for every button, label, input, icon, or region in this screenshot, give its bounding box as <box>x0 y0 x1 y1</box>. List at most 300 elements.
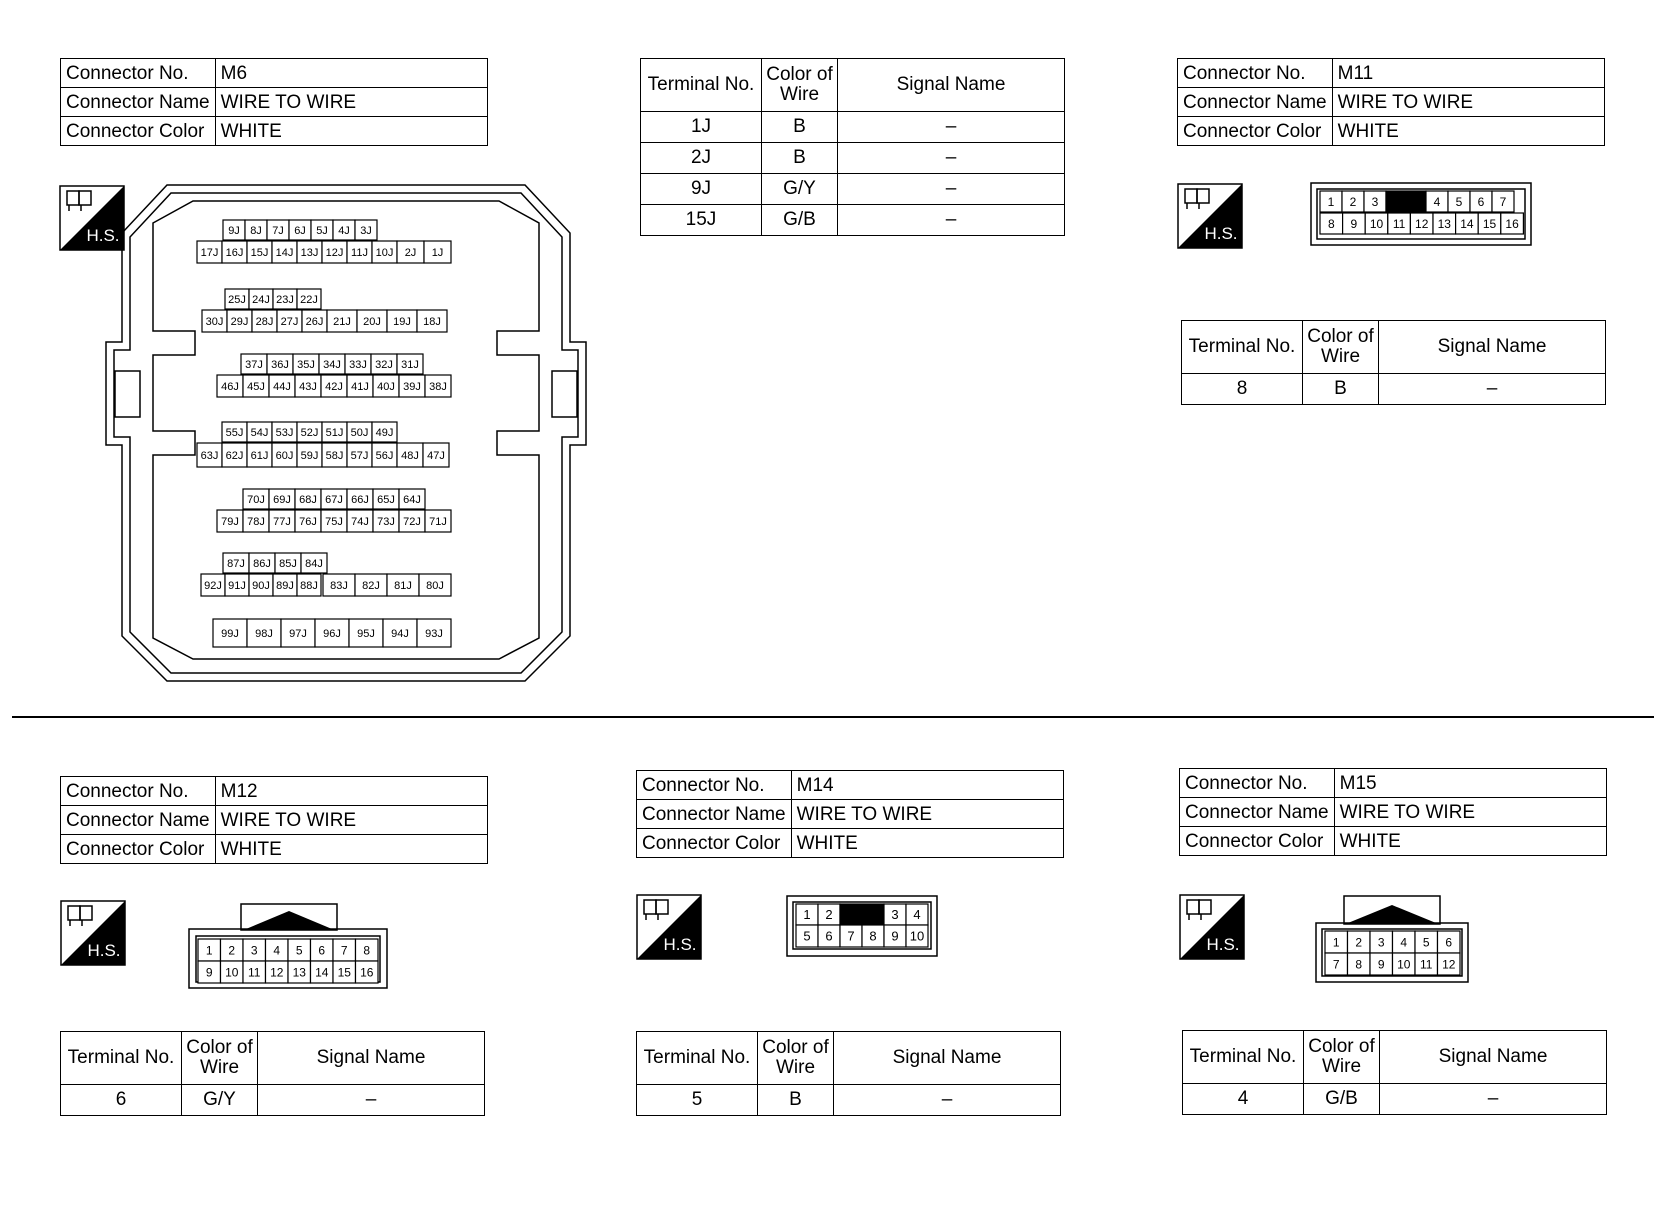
terminal-label: 75J <box>325 515 343 528</box>
terminal-cell <box>266 939 289 961</box>
terminal-cell <box>247 241 272 263</box>
terminal-label: 8 <box>869 928 877 944</box>
terminal-cell <box>321 375 347 397</box>
terminal-cell <box>297 422 322 442</box>
terminal-cell <box>372 443 397 467</box>
terminal-label: 74J <box>351 515 369 528</box>
terminal-label: 2 <box>1355 935 1363 950</box>
connector-color-value: WHITE <box>1334 827 1606 856</box>
terminal-cell <box>227 310 252 332</box>
terminal-label: 79J <box>221 515 239 528</box>
terminal-cell <box>295 510 321 532</box>
wire-color: G/Y <box>182 1085 258 1116</box>
signal-name-header: Signal Name <box>1380 1031 1607 1084</box>
wire-color-header: Color of Wire <box>1304 1031 1380 1084</box>
terminal-cell <box>221 961 244 983</box>
terminal-cell <box>288 961 311 983</box>
wire-color: G/B <box>1304 1084 1380 1115</box>
m15-connector-face <box>1315 895 1469 983</box>
terminal-label: 3 <box>1371 194 1379 209</box>
terminal-no-header: Terminal No. <box>641 59 762 112</box>
m14-terminal-table <box>636 1031 1061 1116</box>
terminal-label: 19J <box>393 315 411 328</box>
m11-connector-info <box>1177 58 1605 146</box>
terminal-cell <box>371 354 397 374</box>
terminal-label: 5J <box>316 224 328 237</box>
connector-no-value: M12 <box>215 777 487 806</box>
terminal-cell <box>272 443 297 467</box>
terminal-label: 7J <box>272 224 284 237</box>
terminal-label: 8J <box>250 224 262 237</box>
terminal-label: 48J <box>401 449 419 462</box>
terminal-label: 55J <box>225 426 244 439</box>
terminal-label: 9J <box>228 224 240 237</box>
terminal-label: 64J <box>403 493 421 506</box>
terminal-cell <box>417 310 447 332</box>
terminal-label: 59J <box>300 449 319 462</box>
terminal-cell <box>252 310 277 332</box>
terminal-label: 24J <box>252 293 270 306</box>
hs-connector-icon <box>1177 183 1243 249</box>
terminal-label: 33J <box>349 358 367 371</box>
connector-color-value: WHITE <box>1332 117 1604 146</box>
terminal-cell <box>840 925 862 947</box>
terminal-label: 66J <box>351 493 369 506</box>
terminal-cell <box>1470 191 1492 212</box>
terminal-cell <box>295 489 321 509</box>
terminal-label: 36J <box>271 358 289 371</box>
terminal-label: 35J <box>297 358 315 371</box>
signal-name: – <box>838 143 1065 174</box>
terminal-label: 88J <box>300 579 318 592</box>
terminal-label: 93J <box>425 627 443 640</box>
terminal-cell <box>197 443 222 467</box>
terminal-label: 5 <box>1422 935 1430 950</box>
terminal-label: 1J <box>431 246 444 259</box>
terminal-cell <box>355 574 387 596</box>
terminal-label: 10 <box>1369 216 1384 231</box>
terminal-label: 11J <box>351 246 368 259</box>
terminal-label: 32J <box>375 358 393 371</box>
terminal-cell <box>323 574 355 596</box>
terminal-label: 71J <box>429 515 447 528</box>
section-divider <box>12 716 1654 718</box>
terminal-label: 34J <box>323 358 341 371</box>
terminal-label: 46J <box>221 380 239 393</box>
terminal-cell <box>225 574 249 596</box>
terminal-label: 31J <box>401 358 419 371</box>
signal-name: – <box>838 112 1065 143</box>
terminal-cell <box>267 220 289 240</box>
terminal-label: 68J <box>299 493 317 506</box>
terminal-cell <box>884 925 906 947</box>
terminal-label: 1 <box>205 943 213 958</box>
terminal-cell <box>243 961 266 983</box>
terminal-cell <box>249 574 273 596</box>
hs-connector-icon <box>636 894 702 960</box>
terminal-cell <box>373 510 399 532</box>
terminal-cell <box>1348 931 1371 953</box>
terminal-label: 60J <box>275 449 294 462</box>
terminal-cell <box>372 241 397 263</box>
terminal-cell <box>796 904 818 925</box>
terminal-cell <box>862 925 884 947</box>
terminal-cell <box>1410 213 1433 234</box>
terminal-label: 86J <box>253 557 271 570</box>
terminal-cell <box>322 422 347 442</box>
connector-name-value: WIRE TO WIRE <box>1332 88 1604 117</box>
terminal-cell <box>397 241 424 263</box>
terminal-label: 10 <box>1397 957 1411 972</box>
terminal-label: 20J <box>363 315 381 328</box>
terminal-label: 80J <box>426 579 444 592</box>
terminal-cell <box>425 510 451 532</box>
terminal-cell <box>417 619 451 647</box>
terminal-label: 3J <box>360 224 372 237</box>
terminal-label: 99J <box>221 627 239 640</box>
terminal-no: 5 <box>637 1085 758 1116</box>
terminal-cell <box>249 553 275 573</box>
terminal-label: 70J <box>247 493 265 506</box>
terminal-label: 37J <box>245 358 263 371</box>
terminal-cell <box>1342 191 1364 212</box>
terminal-cell <box>818 904 840 925</box>
terminal-label: 26J <box>305 315 324 328</box>
connector-name-label: Connector Name <box>61 806 216 835</box>
terminal-cell <box>1426 191 1448 212</box>
terminal-label: 6 <box>1445 935 1453 950</box>
terminal-cell <box>333 961 356 983</box>
m11-connector-face <box>1310 182 1532 246</box>
terminal-label: 50J <box>350 426 369 439</box>
signal-name-header: Signal Name <box>1379 321 1606 374</box>
terminal-cell <box>267 354 293 374</box>
terminal-label: 2J <box>404 246 417 259</box>
terminal-label: 78J <box>247 515 265 528</box>
connector-name-label: Connector Name <box>61 88 216 117</box>
terminal-label: 9 <box>1350 216 1358 231</box>
terminal-cell <box>289 220 311 240</box>
terminal-label: 11 <box>1420 957 1433 972</box>
terminal-label: 54J <box>250 426 269 439</box>
terminal-cell <box>1348 953 1371 975</box>
terminal-cell <box>322 241 347 263</box>
terminal-label: 2 <box>228 943 236 958</box>
terminal-label: 15 <box>1482 216 1497 231</box>
terminal-label: 39J <box>403 380 421 393</box>
terminal-cell <box>273 574 297 596</box>
terminal-label: 2 <box>1349 194 1357 209</box>
terminal-cell <box>315 619 349 647</box>
terminal-label: 4J <box>338 224 350 237</box>
terminal-cell <box>425 375 451 397</box>
connector-color-label: Connector Color <box>1178 117 1333 146</box>
signal-name: – <box>1379 374 1606 405</box>
terminal-cell <box>198 961 221 983</box>
terminal-label: 41J <box>351 380 369 393</box>
terminal-label: 91J <box>228 579 246 592</box>
terminal-cell <box>275 553 301 573</box>
hs-label: H.S. <box>87 941 121 960</box>
connector-name-label: Connector Name <box>1178 88 1333 117</box>
terminal-cell <box>223 553 249 573</box>
terminal-label: 5 <box>295 943 303 958</box>
terminal-cell <box>321 510 347 532</box>
m14-connector-face <box>786 895 938 957</box>
terminal-cell <box>273 289 297 309</box>
terminal-cell <box>1364 191 1386 212</box>
terminal-cell <box>293 354 319 374</box>
terminal-cell <box>222 422 247 442</box>
terminal-cell <box>1393 931 1416 953</box>
terminal-label: 4 <box>1433 194 1441 209</box>
terminal-cell <box>399 375 425 397</box>
terminal-no-header: Terminal No. <box>1182 321 1303 374</box>
terminal-cell <box>399 489 425 509</box>
terminal-no-header: Terminal No. <box>1183 1031 1304 1084</box>
terminal-label: 16 <box>1505 216 1519 231</box>
terminal-label: 6 <box>318 943 326 958</box>
terminal-cell <box>221 939 244 961</box>
terminal-no-header: Terminal No. <box>61 1032 182 1085</box>
connector-color-label: Connector Color <box>61 835 216 864</box>
terminal-cell <box>202 310 227 332</box>
wire-color-header: Color of Wire <box>762 59 838 112</box>
terminal-label: 1 <box>1327 194 1335 209</box>
terminal-label: 72J <box>403 515 421 528</box>
connector-name-value: WIRE TO WIRE <box>215 806 487 835</box>
terminal-cell <box>225 289 249 309</box>
terminal-cell <box>297 241 322 263</box>
terminal-cell <box>796 925 818 947</box>
terminal-cell <box>1320 213 1343 234</box>
terminal-label: 21J <box>333 315 351 328</box>
terminal-cell <box>347 375 373 397</box>
terminal-label: 5 <box>803 928 811 944</box>
terminal-label: 82J <box>362 579 380 592</box>
terminal-label: 17J <box>200 246 219 259</box>
terminal-cell <box>397 443 423 467</box>
terminal-cell <box>423 443 449 467</box>
terminal-cell <box>297 289 321 309</box>
terminal-label: 8 <box>1355 957 1363 972</box>
terminal-cell <box>1492 191 1514 212</box>
wire-color: B <box>758 1085 834 1116</box>
terminal-cell <box>222 241 247 263</box>
terminal-cell <box>884 904 906 925</box>
terminal-label: 10J <box>375 246 394 259</box>
m12-terminal-table <box>60 1031 485 1116</box>
terminal-cell <box>373 375 399 397</box>
terminal-label: 10 <box>909 928 925 944</box>
terminal-label: 13 <box>1437 216 1451 231</box>
hs-connector-icon <box>60 900 126 966</box>
terminal-cell <box>419 574 451 596</box>
terminal-cell <box>1415 931 1438 953</box>
terminal-label: 45J <box>247 380 265 393</box>
connector-color-value: WHITE <box>791 829 1063 858</box>
signal-name: – <box>838 174 1065 205</box>
terminal-cell <box>243 375 269 397</box>
terminal-cell <box>1478 213 1501 234</box>
terminal-label: 6J <box>294 224 306 237</box>
terminal-label: 1 <box>1332 935 1340 950</box>
terminal-label: 3 <box>891 907 899 923</box>
terminal-label: 15J <box>250 246 269 259</box>
terminal-cell <box>387 574 419 596</box>
table-row <box>641 112 1065 143</box>
wire-color: B <box>762 143 838 174</box>
connector-color-value: WHITE <box>215 835 487 864</box>
terminal-label: 13 <box>292 965 306 980</box>
connector-color-value: WHITE <box>215 117 487 146</box>
terminal-label: 12 <box>1415 216 1429 231</box>
terminal-label: 13J <box>300 246 319 259</box>
terminal-cell <box>818 925 840 947</box>
table-row <box>1182 374 1606 405</box>
terminal-label: 6 <box>825 928 833 944</box>
connector-no-label: Connector No. <box>1180 769 1335 798</box>
terminal-no: 8 <box>1182 374 1303 405</box>
terminal-label: 2 <box>825 907 833 923</box>
terminal-label: 85J <box>279 557 297 570</box>
terminal-label: 49J <box>375 426 394 439</box>
hs-label: H.S. <box>1204 224 1238 243</box>
terminal-label: 4 <box>273 943 281 958</box>
connector-name-value: WIRE TO WIRE <box>215 88 487 117</box>
terminal-cell <box>223 220 245 240</box>
m11-terminal-table <box>1181 320 1606 405</box>
terminal-cell <box>269 375 295 397</box>
terminal-label: 40J <box>377 380 395 393</box>
m12-connector-face <box>188 903 388 989</box>
wire-color: B <box>1303 374 1379 405</box>
m15-terminal-table <box>1182 1030 1607 1115</box>
terminal-cell <box>245 220 267 240</box>
terminal-label: 7 <box>847 928 855 944</box>
terminal-cell <box>1456 213 1479 234</box>
terminal-label: 27J <box>280 315 299 328</box>
terminal-cell <box>1438 931 1461 953</box>
terminal-cell <box>1448 191 1470 212</box>
terminal-label: 94J <box>391 627 409 640</box>
terminal-label: 23J <box>276 293 294 306</box>
signal-name-header: Signal Name <box>838 59 1065 112</box>
terminal-label: 8 <box>1327 216 1335 231</box>
terminal-cell <box>201 574 225 596</box>
terminal-cell <box>1393 953 1416 975</box>
connector-name-label: Connector Name <box>637 800 792 829</box>
connector-no-value: M15 <box>1334 769 1606 798</box>
terminal-label: 89J <box>276 579 294 592</box>
terminal-label: 69J <box>273 493 291 506</box>
terminal-label: 11 <box>248 965 261 980</box>
terminal-cell <box>243 939 266 961</box>
terminal-label: 10 <box>225 965 239 980</box>
terminal-cell <box>333 939 356 961</box>
terminal-cell <box>399 510 425 532</box>
terminal-cell <box>322 443 347 467</box>
terminal-label: 4 <box>1400 935 1408 950</box>
terminal-cell <box>213 619 247 647</box>
terminal-cell <box>372 422 397 442</box>
terminal-cell <box>247 443 272 467</box>
terminal-label: 73J <box>377 515 395 528</box>
m6-connector-face <box>105 183 587 683</box>
connector-no-label: Connector No. <box>61 59 216 88</box>
terminal-label: 5 <box>1455 194 1463 209</box>
terminal-cell <box>1320 191 1342 212</box>
terminal-cell <box>397 354 423 374</box>
hs-label: H.S. <box>86 226 120 245</box>
terminal-label: 76J <box>299 515 317 528</box>
terminal-cell <box>302 310 327 332</box>
connector-no-label: Connector No. <box>61 777 216 806</box>
connector-no-label: Connector No. <box>1178 59 1333 88</box>
terminal-label: 95J <box>357 627 375 640</box>
terminal-cell <box>840 904 884 925</box>
terminal-cell <box>288 939 311 961</box>
terminal-cell <box>355 220 377 240</box>
m6-connector-info <box>60 58 488 146</box>
terminal-cell <box>1365 213 1388 234</box>
terminal-label: 28J <box>255 315 274 328</box>
terminal-cell <box>272 241 297 263</box>
terminal-label: 15 <box>337 965 351 980</box>
terminal-cell <box>243 489 269 509</box>
terminal-label: 58J <box>325 449 344 462</box>
m14-connector-info <box>636 770 1064 858</box>
m6-terminal-table <box>640 58 1065 236</box>
terminal-cell <box>345 354 371 374</box>
terminal-cell <box>281 619 315 647</box>
terminal-cell <box>241 354 267 374</box>
terminal-cell <box>1415 953 1438 975</box>
terminal-cell <box>272 422 297 442</box>
terminal-label: 92J <box>204 579 222 592</box>
terminal-label: 43J <box>299 380 317 393</box>
terminal-cell <box>266 961 289 983</box>
table-row <box>1183 1084 1607 1115</box>
wire-color-header: Color of Wire <box>758 1032 834 1085</box>
terminal-label: 9 <box>1377 957 1385 972</box>
terminal-cell <box>1433 213 1456 234</box>
terminal-cell <box>1438 953 1461 975</box>
terminal-label: 18J <box>423 315 441 328</box>
table-row <box>641 143 1065 174</box>
connector-no-label: Connector No. <box>637 771 792 800</box>
terminal-label: 83J <box>330 579 348 592</box>
terminal-cell <box>347 241 372 263</box>
terminal-label: 9 <box>205 965 213 980</box>
terminal-no: 15J <box>641 205 762 236</box>
wire-color: B <box>762 112 838 143</box>
wire-color: G/B <box>762 205 838 236</box>
terminal-cell <box>1501 213 1524 234</box>
terminal-label: 25J <box>228 293 246 306</box>
terminal-label: 12 <box>270 965 284 980</box>
wire-color-header: Color of Wire <box>182 1032 258 1085</box>
terminal-label: 6 <box>1477 194 1485 209</box>
terminal-label: 97J <box>289 627 307 640</box>
terminal-cell <box>347 422 372 442</box>
table-row <box>641 174 1065 205</box>
terminal-label: 53J <box>275 426 294 439</box>
signal-name: – <box>834 1085 1061 1116</box>
terminal-cell <box>217 510 243 532</box>
terminal-cell <box>373 489 399 509</box>
terminal-label: 61J <box>250 449 269 462</box>
